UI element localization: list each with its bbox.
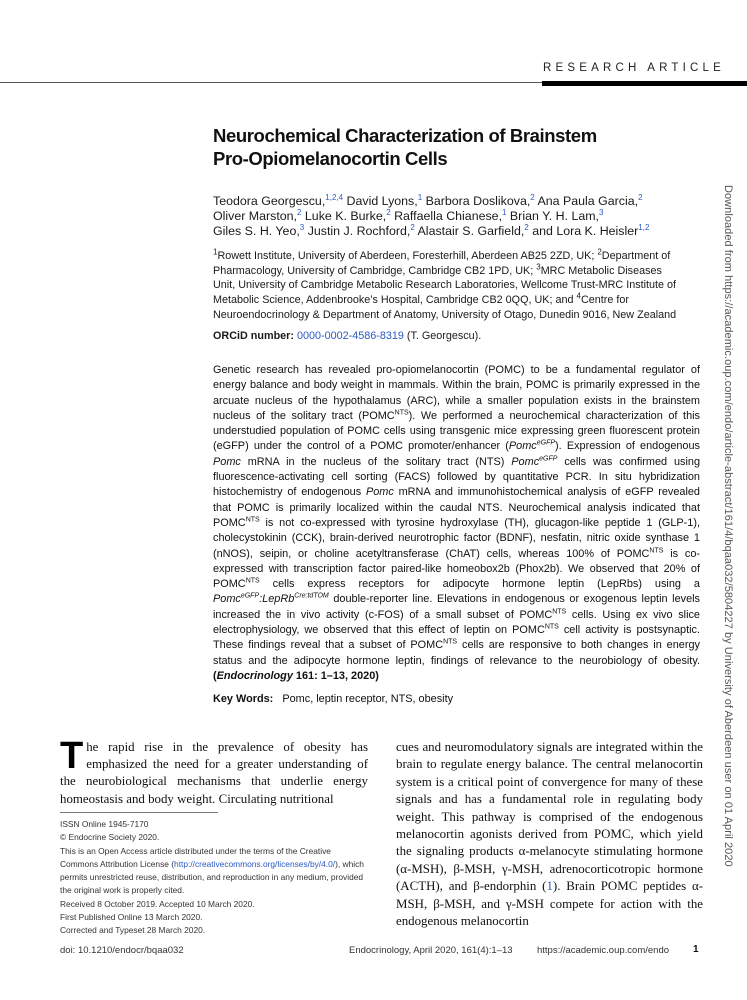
body-text: he rapid rise in the prevalence of obesity has emphasized the need for a greater understanding of the neurobiological mechanisms that underlie energy homeostasis and body weight. Circulating nutritional [60,740,368,806]
body-column-right: cues and neuromodulatory signals are integrated within the brain to regulate energy balance. The central melanocortin system is a critical point of convergence for many of these signals and has a fundamental role in regulating body weight. This pathway is comprised of the endogenous melanocortin agonists derived from POMC, which yield the signaling products α-melanocyte stimulating hormone (α-MSH), β-MSH, γ-MSH, adrenocorticotropic hormone (ACTH), and β-endorphin (1). Brain POMC peptides α-MSH, β-MSH, and γ-MSH compete for action with the endogenous melanocortin [396,740,704,929]
corrected-date: Corrected and Typeset 28 March 2020. [60,925,206,936]
footnotes [60,818,370,938]
keywords-label: Key Words: [213,693,274,705]
footnote-rule [60,812,218,813]
orcid-label: ORCiD number: [213,330,294,342]
affiliations: $^1$Rowett Institute, University of Aberdeen, Foresterhill, Aberdeen AB25 2ZD, UK; $^2$Department of Pharmacology, University of Cambridge, Cambridge CB2 1PD, UK; $^3$MRC Metabolic Diseases Unit, University of Cambridge Metabolic Research Laboratories, Wellcome Trust-MRC Institute of Metabolic Science, Addenbrooke’s Hospital, Cambridge CB2 0QQ, UK; and $^4$Centre for Neuroendocrinology & Department of Anatomy, University of Otago, Dunedin 9016, New Zealand [213,247,677,321]
author[interactable]: Raffaella Chianese,$^1$ [394,207,507,223]
abstract-citation: (Endocrinology 161: 1–13, 2020) [213,669,379,682]
author[interactable]: Ana Paula Garcia,$^2$ [537,192,643,208]
orcid-owner: (T. Georgescu). [403,330,482,342]
first-published: First Published Online 13 March 2020. [60,912,203,923]
orcid-link[interactable]: 0000-0002-4586-8319 [296,330,404,342]
page-number: 1 [693,944,699,955]
title-line-2: Pro-Opiomelanocortin Cells [213,148,448,169]
author[interactable]: David Lyons,$^1$ [346,192,423,208]
body-column-left [60,735,368,808]
reference-link[interactable]: 1 [546,879,553,894]
keywords-value: Pomc, leptin receptor, NTS, obesity [282,693,454,705]
download-notice-text: Downloaded from https://academic.oup.com/endo/article-abstract/161/4/bqaa032/5804227 by University of Aberdeen user on 01 April 2020 [722,185,734,867]
header-rule-bold [542,81,747,86]
keywords [213,693,453,705]
footer-doi: doi: 10.1210/endocr/bqaa032 [60,945,184,956]
author[interactable]: Barbora Doslikova,$^2$ [425,192,535,208]
orcid-line [213,330,481,342]
copyright: © Endocrine Society 2020. [60,832,160,843]
author[interactable]: Alastair S. Garfield,$^2$ [417,222,529,238]
title-line-1: Neurochemical Characterization of Brainstem [213,125,597,146]
section-label: RESEARCH ARTICLE [543,62,726,74]
drop-cap: T [60,735,84,777]
received-date: Received 8 October 2019. Accepted 10 March 2020. [60,898,255,909]
header-rule [0,82,542,83]
author-list [213,194,693,238]
download-notice [718,185,738,867]
abstract: Genetic research has revealed pro-opiomelanocortin (POMC) to be a fundamental regulator of energy balance and body weight in mammals. Within the brain, POMC is primarily expressed in the arcuate nucleus of the hypothalamus (ARC), while a smaller population exists in the brainstem nucleus of the solitary tract $(POMC^{NTS})$. We performed a neurochemical characterization of this understudied population of POMC cells using transgenic mice expressing green fluorescent protein (eGFP) under the control of a POMC promoter/enhancer (Pomc$^{eGFP}$). Expression of endogenous Pomc mRNA in the nucleus of the solitary tract (NTS) Pomc$^{eGFP}$ cells was confirmed using fluorescence-activating cell sorting (FACS) followed by quantitative PCR. In situ hybridization histochemistry of endogenous Pomc mRNA and immunohistochemical analysis of eGFP revealed that POMC is primarily localized within the caudal NTS. Neurochemical analysis indicated that $POMC^{NTS}$ is not co-expressed with tyrosine hydroxylase (TH), glucagon-like peptide 1 (GLP-1), cholecystokinin (CCK), brain-derived neurotrophic factor (BDNF), nesfatin, nitric oxide synthase 1 (nNOS), seipin, or choline acetyltransferase (ChAT) cells, whereas 100% of $POMC^{NTS}$ is co-expressed with transcription factor paired-like homeobox2b (Phox2b). We observed that 20% of $POMC^{NTS}$ cells express receptors for adipocyte hormone leptin (LepRbs) using a Pomc$^{eGFP}$:LepRb$^{Cre:tdTOM}$ double-reporter line. Elevations in endogenous or exogenous leptin levels increased the in vivo activity (c-FOS) of a small subset of $POMC^{NTS}$ cells. Using ex vivo slice electrophysiology, we observed that this effect of leptin on $POMC^{NTS}$ cell activity is postsynaptic. These findings reveal that a subset of $POMC^{NTS}$ cells are responsive to both changes in energy status and the adipocyte hormone leptin, findings of relevance to the neurobiology of obesity. (Endocrinology 161: 1–13, 2020) [213,364,701,682]
author[interactable]: Giles S. H. Yeo,$^3$ [213,222,305,238]
license-notice: This is an Open Access article distributed under the terms of the Creative Commons Attribution License (http://creativecommons.org/licenses/by/4.0/), which permits unrestricted reuse, distribution, and reproduction in any medium, provided the original work is properly cited. [60,845,364,896]
footer-journal: Endocrinology, April 2020, 161(4):1–13 [349,945,513,956]
author[interactable]: Brian Y. H. Lam,$^3$ [509,207,604,223]
author[interactable]: Teodora Georgescu,$^{1,2,4}$ [213,192,344,208]
footer-url[interactable]: https://academic.oup.com/endo [537,945,670,956]
article-title [213,124,693,170]
license-link[interactable]: http://creativecommons.org/licenses/by/4.0/ [174,858,336,869]
author[interactable]: and Lora K. Heisler$^{1,2}$ [532,222,650,238]
author[interactable]: Luke K. Burke,$^2$ [304,207,391,223]
issn: ISSN Online 1945-7170 [60,819,149,829]
author[interactable]: Justin J. Rochford,$^2$ [307,222,415,238]
author[interactable]: Oliver Marston,$^2$ [213,207,302,223]
